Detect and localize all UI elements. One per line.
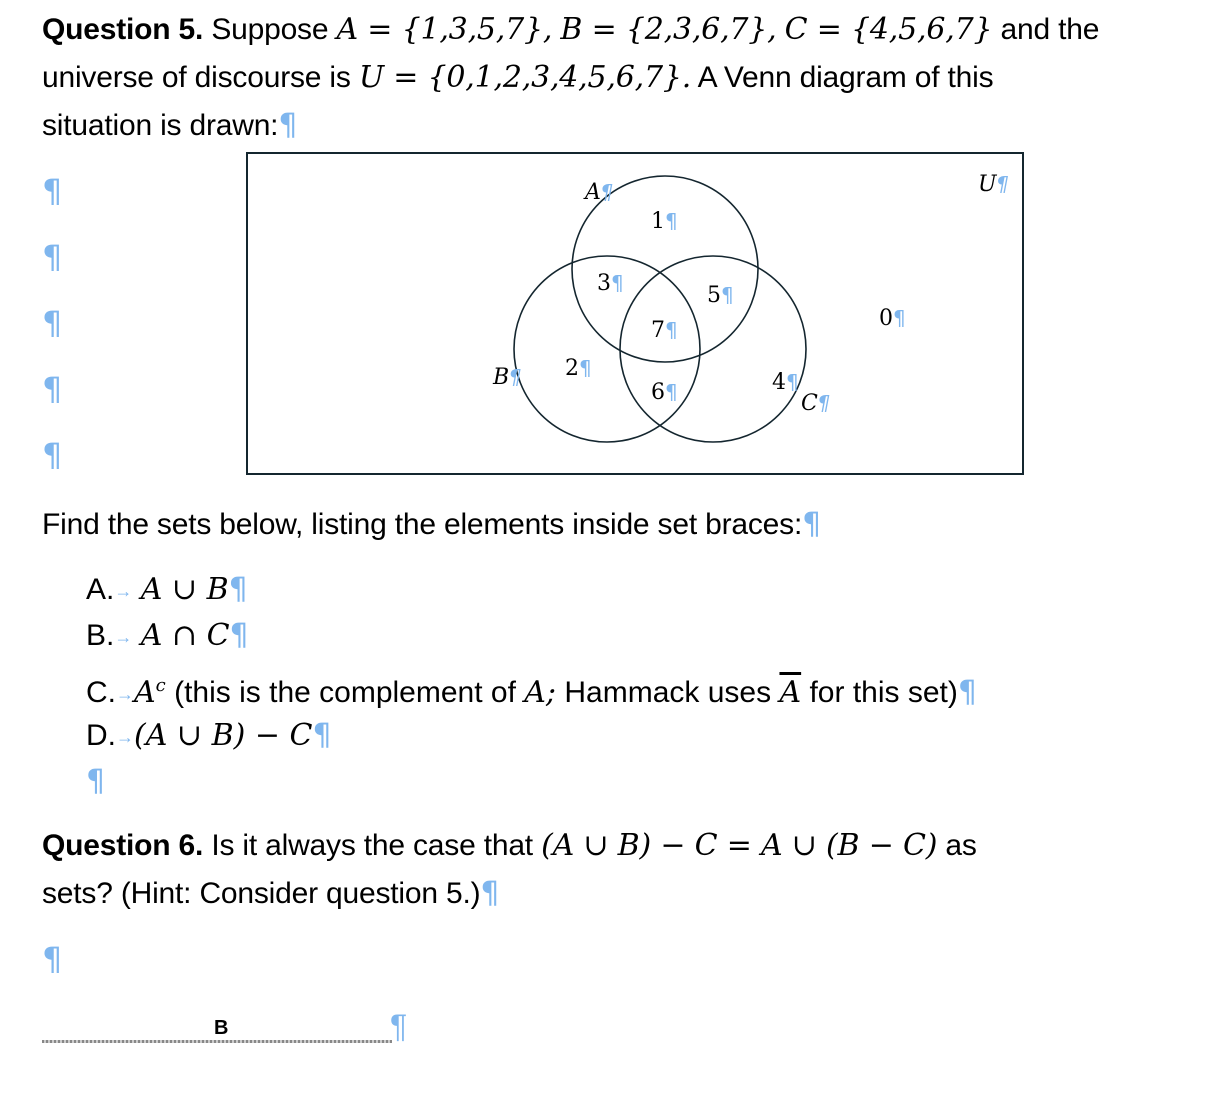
empty-paragraph-mark: ¶ [86, 764, 106, 799]
question6-label: Question 6. [42, 829, 204, 862]
empty-paragraph-mark: ¶ [42, 238, 63, 276]
empty-paragraph-mark: ¶ [42, 172, 63, 210]
set-c-definition: C = {4,5,6,7} [784, 12, 993, 47]
set-b-definition: B = {2,3,6,7}, [560, 12, 777, 47]
question5-line2-tail: A Venn diagram of this [697, 61, 994, 94]
question5-label: Question 5. [42, 13, 204, 46]
list-item-c: $C.\to A^c$ (this is the complement of A; Hammack uses $\overline{A}$ for this set)¶ [86, 675, 977, 710]
venn-region-a-b: 3¶ [597, 271, 624, 296]
list-item-b: B.→ A ∩ C¶ [86, 618, 249, 653]
venn-region-a-c: 5¶ [707, 283, 734, 308]
empty-paragraph-mark: ¶ [42, 370, 63, 408]
question5-line2 [42, 54, 993, 102]
venn-region-b-c: 6¶ [651, 380, 678, 405]
set-a-definition: A = {1,3,5,7}, [336, 12, 553, 47]
venn-region-c-only: 4¶ [772, 370, 799, 395]
venn-region-a-only: 1¶ [651, 209, 678, 234]
pilcrow-mark: ¶ [278, 108, 298, 143]
set-u-definition: U = {0,1,2,3,4,5,6,7}. [358, 60, 692, 95]
question5-drawn-text: situation is drawn: [42, 109, 279, 142]
list-item-d: D.→(A ∪ B) − C¶ [86, 718, 332, 753]
question5-intro: Suppose [211, 13, 329, 46]
venn-circles [246, 152, 1024, 475]
venn-label-b: B¶ [493, 365, 522, 390]
list-item-a: A.→ A ∪ B¶ [86, 572, 248, 607]
a-bar-notation: $\overline{A}$ [779, 675, 802, 710]
section-break-marker: B [214, 1017, 229, 1039]
question5-line1-tail: and the [1000, 13, 1100, 46]
empty-paragraph-mark: ¶ [42, 436, 63, 474]
question6-line1: Question 6. Is it always the case that (A ∪ B) − C = A ∪ (B − C) as [42, 828, 977, 863]
pilcrow-mark: ¶ [390, 1008, 408, 1044]
question5-line1 [42, 6, 1099, 54]
venn-region-a-b-c: 7¶ [651, 318, 678, 343]
venn-region-b-only: 2¶ [565, 356, 592, 381]
venn-label-a: A¶ [585, 180, 614, 205]
empty-paragraph-mark: ¶ [42, 940, 63, 978]
venn-region-outside: 0¶ [879, 306, 906, 331]
question5-universe-text: universe of discourse is [42, 61, 351, 94]
instructions: Find the sets below, listing the elements inside set braces:¶ [42, 507, 821, 542]
empty-paragraph-mark: ¶ [42, 304, 63, 342]
question6-line2: sets? (Hint: Consider question 5.)¶ [42, 876, 500, 911]
section-break-line [42, 1040, 392, 1043]
venn-label-c: C¶ [801, 391, 831, 416]
question5-line3 [42, 102, 297, 150]
question6-expression: (A ∪ B) − C = A ∪ (B − C) [541, 828, 938, 863]
venn-label-u: U¶ [978, 172, 1010, 197]
